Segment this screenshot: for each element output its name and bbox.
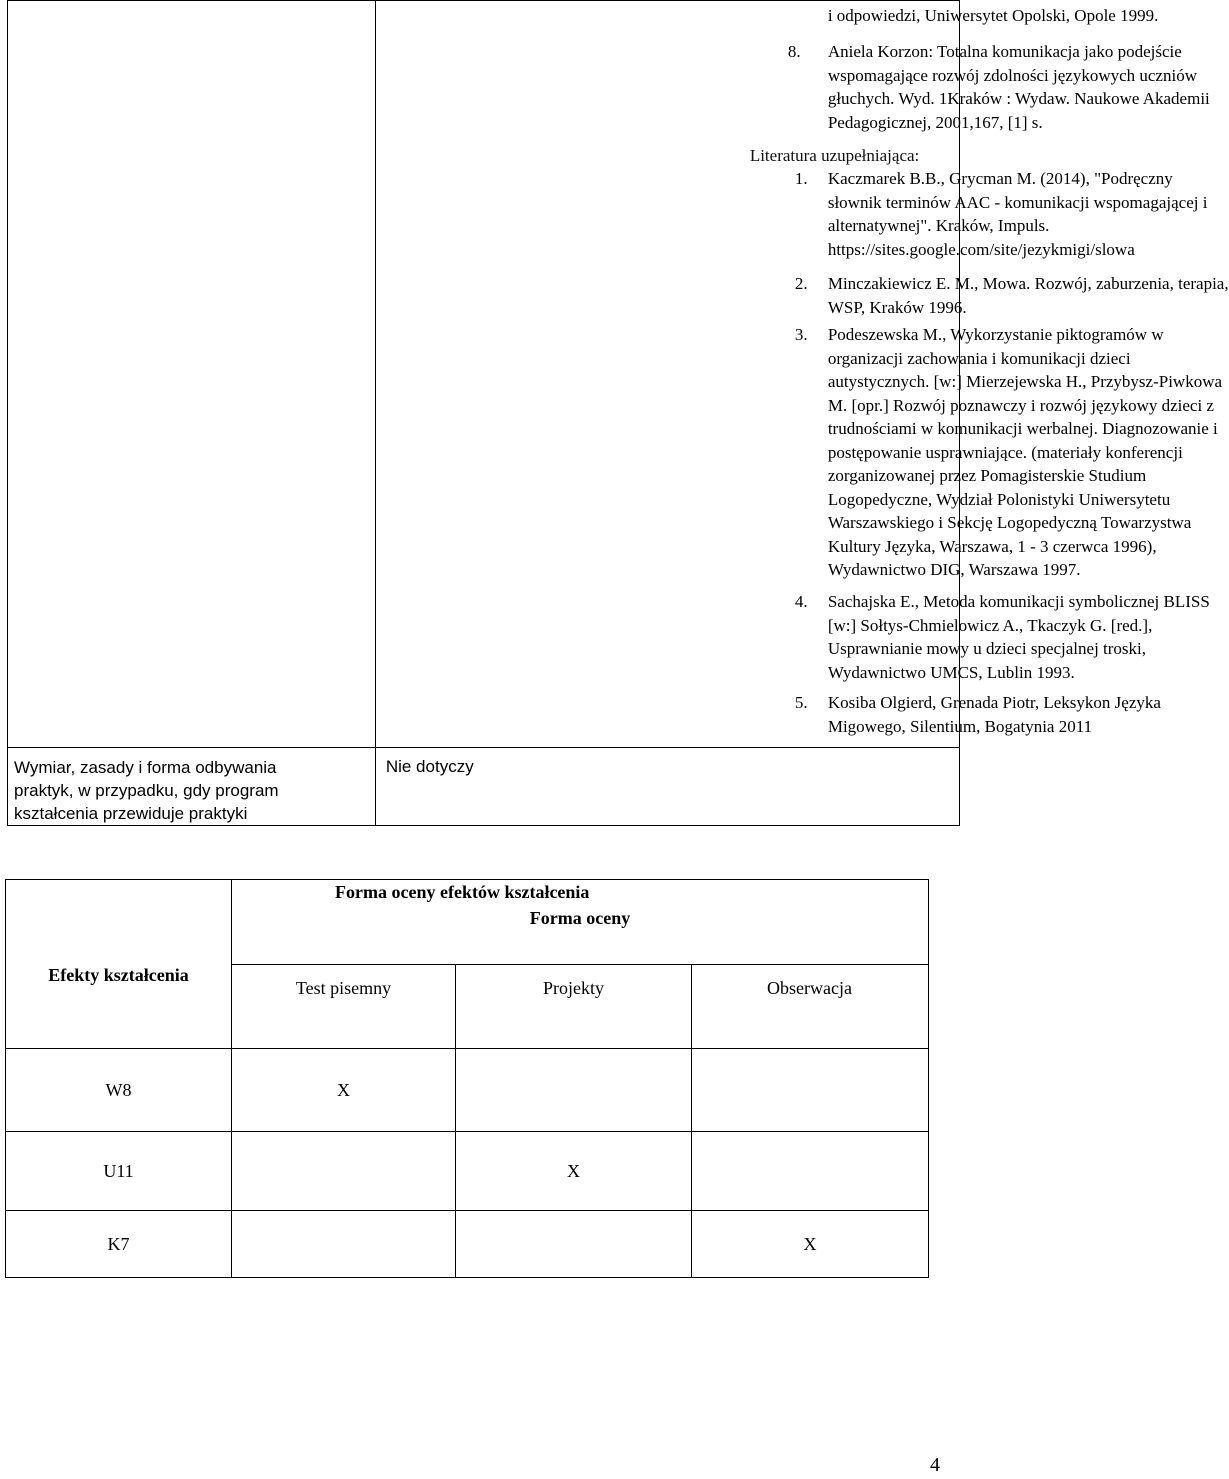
reference-line: Migowego, Silentium, Bogatynia 2011	[827, 716, 1093, 736]
literature-cell	[375, 1, 1229, 748]
reference-number: 4.	[794, 592, 808, 611]
reference-line: Minczakiewicz E. M., Mowa. Rozwój, zaburzenia, terapia,	[827, 274, 1229, 293]
reference-line: Usprawnianie mowy u dzieci specjalnej troski,	[827, 639, 1147, 658]
reference-number: 8.	[787, 42, 801, 61]
supplementary-literature-heading: Literatura uzupełniająca:	[749, 146, 920, 165]
assessment-row	[6, 1211, 929, 1278]
reference-line: Pedagogicznej, 2001,167, [1] s.	[827, 112, 1043, 132]
reference-line: autystycznych. [w:] Mierzejewska H., Przybysz-Piwkowa	[827, 372, 1223, 391]
effects-header	[6, 880, 232, 1049]
assessment-forms-header	[232, 880, 929, 1049]
mark-cell	[232, 1132, 456, 1211]
effect-code: K7	[6, 1211, 232, 1278]
reference-line: głuchych. Wyd. 1Kraków : Wydaw. Naukowe Akademii	[827, 89, 1210, 108]
practice-label-line: praktyk, w przypadku, gdy program	[14, 781, 279, 800]
practice-value-cell	[375, 748, 959, 826]
reference-line: wspomagające rozwój zdolności językowych uczniów	[827, 65, 1197, 85]
mark-cell	[456, 1211, 692, 1278]
reference-number: 3.	[794, 325, 808, 344]
reference-item-supp-5	[828, 691, 1161, 738]
reference-line: alternatywnej". Kraków, Impuls.	[827, 216, 1050, 235]
column-test-pisemny: Test pisemny	[295, 978, 392, 998]
reference-line: Podeszewska M., Wykorzystanie piktogramów w	[827, 325, 1164, 344]
reference-item-supp-4	[828, 590, 1210, 684]
literature-row	[8, 1, 960, 748]
reference-line: Wydawnictwo DIG, Warszawa 1997.	[827, 560, 1081, 579]
assessment-subtitle: Forma oceny	[529, 908, 631, 928]
reference-line: Kultury Języka, Warszawa, 1 - 3 czerwca 1996),	[827, 536, 1157, 556]
reference-item-supp-3	[828, 323, 1222, 582]
course-info-table	[7, 0, 1229, 826]
reference-line: M. [opr.] Rozwój poznawczy i rozwój językowy dzieci z	[827, 395, 1214, 415]
reference-line: Logopedyczne, Wydział Polonistyki Uniwersytetu	[827, 489, 1171, 509]
mark-cell	[692, 1049, 929, 1132]
reference-line: zorganizowanej przez Pomagisterskie Studium	[827, 466, 1147, 485]
mark-cell: X	[456, 1132, 692, 1211]
effect-code: U11	[6, 1132, 232, 1211]
reference-item-supp-2	[828, 272, 1229, 319]
mark-cell: X	[692, 1211, 929, 1278]
page-number: 4	[930, 1454, 940, 1476]
reference-line: Aniela Korzon: Totalna komunikacja jako podejście	[827, 42, 1182, 61]
reference-line: Kaczmarek B.B., Grycman M. (2014), "Podręczny	[827, 169, 1173, 188]
literature-label-cell	[8, 1, 376, 748]
practice-label-line: kształcenia przewiduje praktyki	[14, 804, 248, 823]
practice-label-cell	[8, 748, 376, 826]
reference-item-supp-1	[828, 167, 1208, 261]
reference-line: Warszawskiego i Sekcję Logopedyczną Towarzystwa	[827, 513, 1192, 532]
reference-item-8	[828, 40, 1210, 134]
reference-line: [w:] Sołtys-Chmielowicz A., Tkaczyk G. [red.],	[827, 615, 1153, 635]
mark-cell	[692, 1132, 929, 1211]
reference-line: postępowanie usprawniające. (materiały konferencji	[827, 442, 1183, 462]
column-projekty: Projekty	[543, 978, 604, 998]
references-list	[376, 1, 1229, 747]
reference-number: 5.	[794, 693, 808, 712]
reference-number: 1.	[794, 169, 808, 188]
assessment-title: Forma oceny efektów kształcenia	[335, 882, 590, 902]
practice-label-line: Wymiar, zasady i forma odbywania	[14, 758, 277, 777]
reference-link: https://sites.google.com/site/jezykmigi/slowa	[827, 239, 1135, 259]
reference-line: WSP, Kraków 1996.	[827, 297, 967, 317]
assessment-header-row	[6, 880, 929, 1049]
reference-line: Wydawnictwo UMCS, Lublin 1993.	[827, 662, 1075, 682]
assessment-row	[6, 1049, 929, 1132]
reference-line: Sachajska E., Metoda komunikacji symbolicznej BLISS	[827, 592, 1210, 611]
reference-line: organizacji zachowania i komunikacji dzieci	[827, 348, 1131, 368]
effect-code: W8	[6, 1049, 232, 1132]
practice-value: Nie dotyczy	[385, 757, 474, 776]
column-obserwacja: Obserwacja	[767, 978, 852, 998]
reference-line: trudnościami w komunikacji werbalnej. Diagnozowanie i	[827, 419, 1218, 438]
mark-cell	[456, 1049, 692, 1132]
mark-cell: X	[232, 1049, 456, 1132]
reference-line: Kosiba Olgierd, Grenada Piotr, Leksykon Języka	[827, 693, 1161, 712]
reference-continuation: i odpowiedzi, Uniwersytet Opolski, Opole 1999.	[827, 6, 1159, 25]
assessment-row	[6, 1132, 929, 1211]
effects-header-label: Efekty kształcenia	[48, 965, 189, 985]
practice-row	[8, 748, 960, 826]
mark-cell	[232, 1211, 456, 1278]
practice-label	[8, 748, 375, 825]
reference-number: 2.	[794, 274, 808, 293]
assessment-table	[5, 879, 929, 1278]
reference-line: słownik terminów AAC - komunikacji wspomagającej i	[827, 192, 1208, 212]
